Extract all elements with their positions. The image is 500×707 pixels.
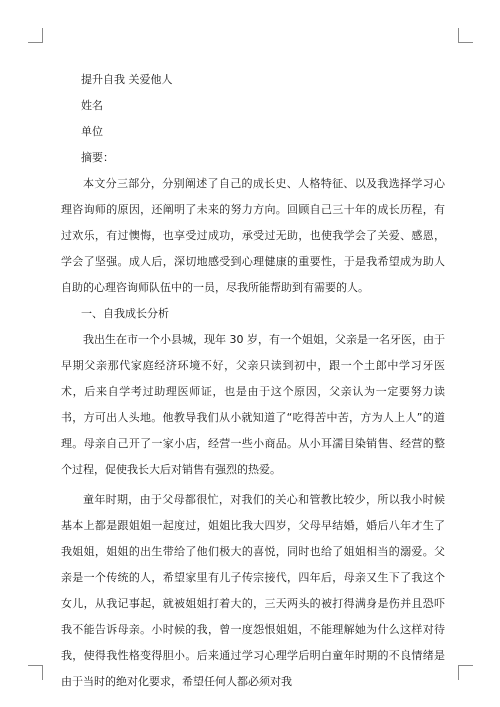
- crop-mark-top-right: [458, 28, 473, 43]
- document-title: 提升自我 关爱他人: [81, 73, 173, 86]
- name-label: 姓名: [81, 99, 103, 112]
- body-paragraph: 我出生在市一个小县城，现年 30 岁，有一个姐姐，父亲是一名牙医，由于早期父亲那代家庭经济环境不好，父亲只读到初中，跟一个土郎中学习牙医术，后来自学考过助理医师证，也是由于这个原因，父亲认为一定要努力读书，方可出人头地。他教导我们从小就知道了“吃得苦中苦，方为人上人”的道理。母亲自己开了一家小店，经营一些小商品。从小耳濡目染销售、经营的整个过程，促使我长大后对销售有强烈的热爱。: [61, 333, 445, 476]
- unit-label: 单位: [81, 125, 103, 138]
- crop-mark-top-left: [28, 28, 43, 43]
- section-heading: 一、自我成长分析: [81, 307, 169, 320]
- crop-mark-bottom-left: [28, 665, 43, 680]
- page-content: [61, 67, 445, 695]
- crop-mark-bottom-right: [458, 665, 473, 680]
- abstract-label: 摘要：: [81, 151, 114, 164]
- abstract-text: 本文分三部分，分别阐述了自己的成长史、人格特征、以及我选择学习心理咨询师的原因，还阐明了未来的努力方向。回顾自己三十年的成长历程，有过欢乐，有过懊悔，也享受过成功，承受过无助，也使我学会了关爱、感恩，学会了坚强。成人后，深切地感受到心理健康的重要性，于是我希望成为助人自助的心理咨询师队伍中的一员，尽我所能帮助到有需要的人。: [61, 177, 445, 294]
- body-paragraph: 童年时期，由于父母都很忙，对我们的关心和管教比较少，所以我小时候基本上都是跟姐姐一起度过，姐姐比我大四岁，父母早结婚，婚后八年才生了我姐姐，姐姐的出生带给了他们极大的喜悦，同时也给了姐姐相当的溺爱。父亲是一个传统的人，希望家里有儿子传宗接代，四年后，母亲又生下了我这个女儿，从我记事起，就被姐姐打着大的，三天两头的被打得满身是伤并且恐吓我不能告诉母亲。小时候的我，曾一度怨恨姐姐，不能理解她为什么这样对待我，使得我性格变得胆小。后来通过学习心理学后明白童年时期的不良情绪是由于当时的绝对化要求，希望任何人都必须对我: [61, 493, 445, 688]
